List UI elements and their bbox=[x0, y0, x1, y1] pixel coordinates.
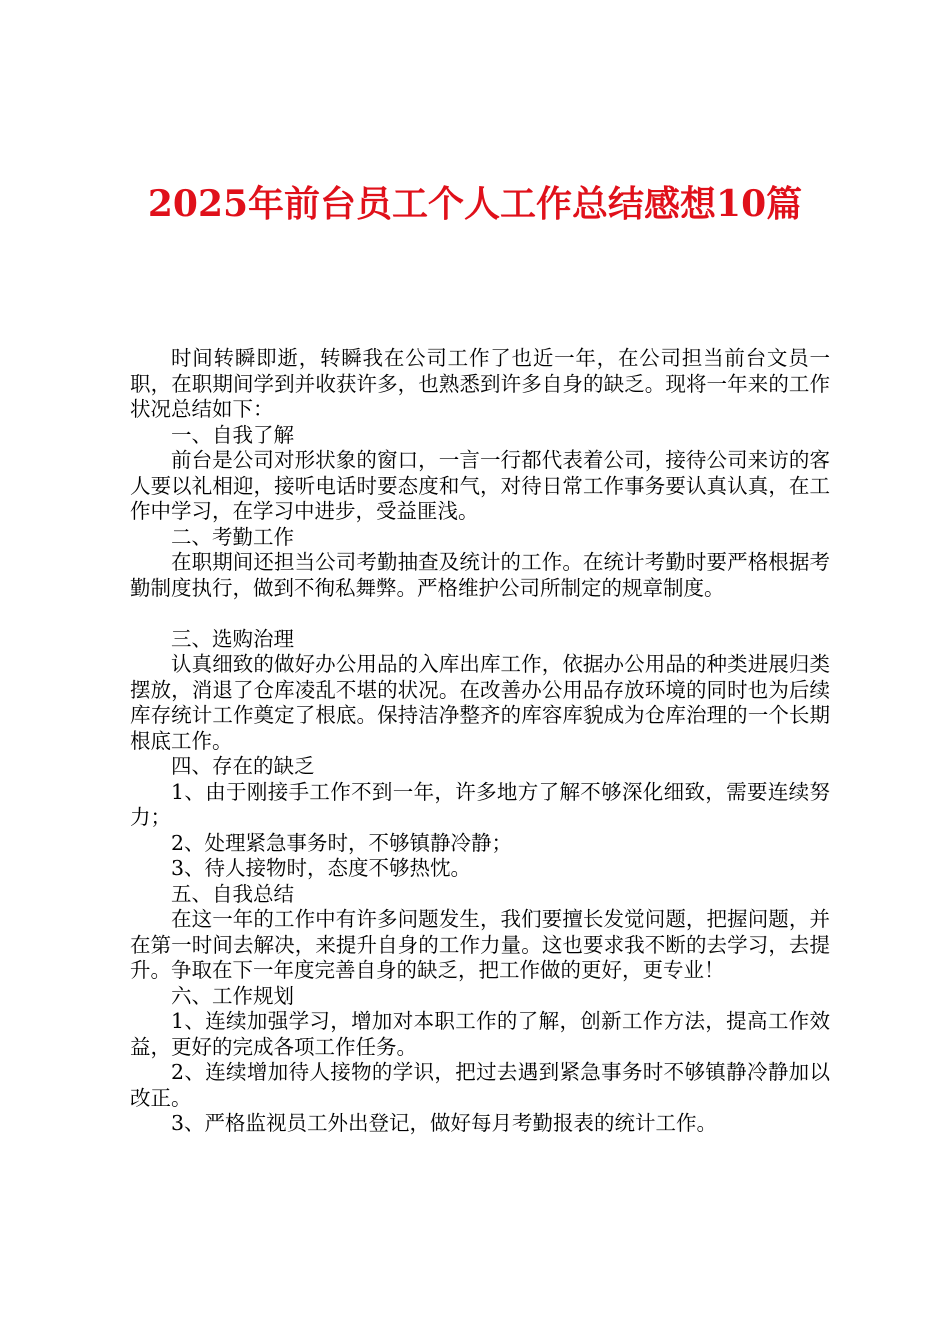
paragraph-attendance: 在职期间还担当公司考勤抽查及统计的工作。在统计考勤时要严格根据考勤制度执行，做到不徇私舞弊。严格维护公司所制定的规章制度。 bbox=[130, 550, 830, 600]
list-item-shortcoming-2: 2、处理紧急事务时，不够镇静冷静； bbox=[171, 830, 513, 855]
document-body bbox=[130, 346, 830, 1137]
section-heading-attendance: 二、考勤工作 bbox=[171, 524, 294, 549]
paragraph-self-summary: 在这一年的工作中有许多问题发生，我们要擅长发觉问题，把握问题，并在第一时间去解决，来提升自身的工作力量。这也要求我不断的去学习，去提升。争取在下一年度完善自身的缺乏，把工作做的更好，更专业！ bbox=[130, 907, 830, 982]
section-heading-self-summary: 五、自我总结 bbox=[171, 881, 294, 906]
intro-paragraph: 时间转瞬即逝，转瞬我在公司工作了也近一年，在公司担当前台文员一职，在职期间学到并收获许多，也熟悉到许多自身的缺乏。现将一年来的工作状况总结如下： bbox=[130, 346, 830, 421]
paragraph-purchasing: 认真细致的做好办公用品的入库出库工作，依据办公用品的种类进展归类摆放，消退了仓库凌乱不堪的状况。在改善办公用品存放环境的同时也为后续库存统计工作奠定了根底。保持洁净整齐的库容库貌成为仓库治理的一个长期根底工作。 bbox=[130, 652, 830, 753]
list-item-plan-1: 1、连续加强学习，增加对本职工作的了解，创新工作方法，提高工作效益，更好的完成各项工作任务。 bbox=[130, 1009, 830, 1059]
paragraph-front-desk: 前台是公司对形状象的窗口，一言一行都代表着公司，接待公司来访的客人要以礼相迎，接听电话时要态度和气，对待日常工作事务要认真认真，在工作中学习，在学习中进步，受益匪浅。 bbox=[130, 448, 830, 523]
section-heading-self-understanding: 一、自我了解 bbox=[171, 422, 294, 447]
list-item-plan-2: 2、连续增加待人接物的学识，把过去遇到紧急事务时不够镇静冷静加以改正。 bbox=[130, 1060, 830, 1110]
document-title: 2025年前台员工个人工作总结感想10篇 bbox=[147, 183, 803, 225]
section-heading-purchasing: 三、选购治理 bbox=[171, 626, 294, 651]
list-item-plan-3: 3、严格监视员工外出登记，做好每月考勤报表的统计工作。 bbox=[171, 1111, 718, 1135]
list-item-shortcoming-3: 3、待人接物时，态度不够热忱。 bbox=[171, 856, 472, 880]
list-item-shortcoming-1: 1、由于刚接手工作不到一年，许多地方了解不够深化细致，需要连续努力； bbox=[130, 779, 830, 829]
section-heading-shortcomings: 四、存在的缺乏 bbox=[171, 754, 315, 778]
section-heading-work-plan: 六、工作规划 bbox=[171, 983, 294, 1008]
